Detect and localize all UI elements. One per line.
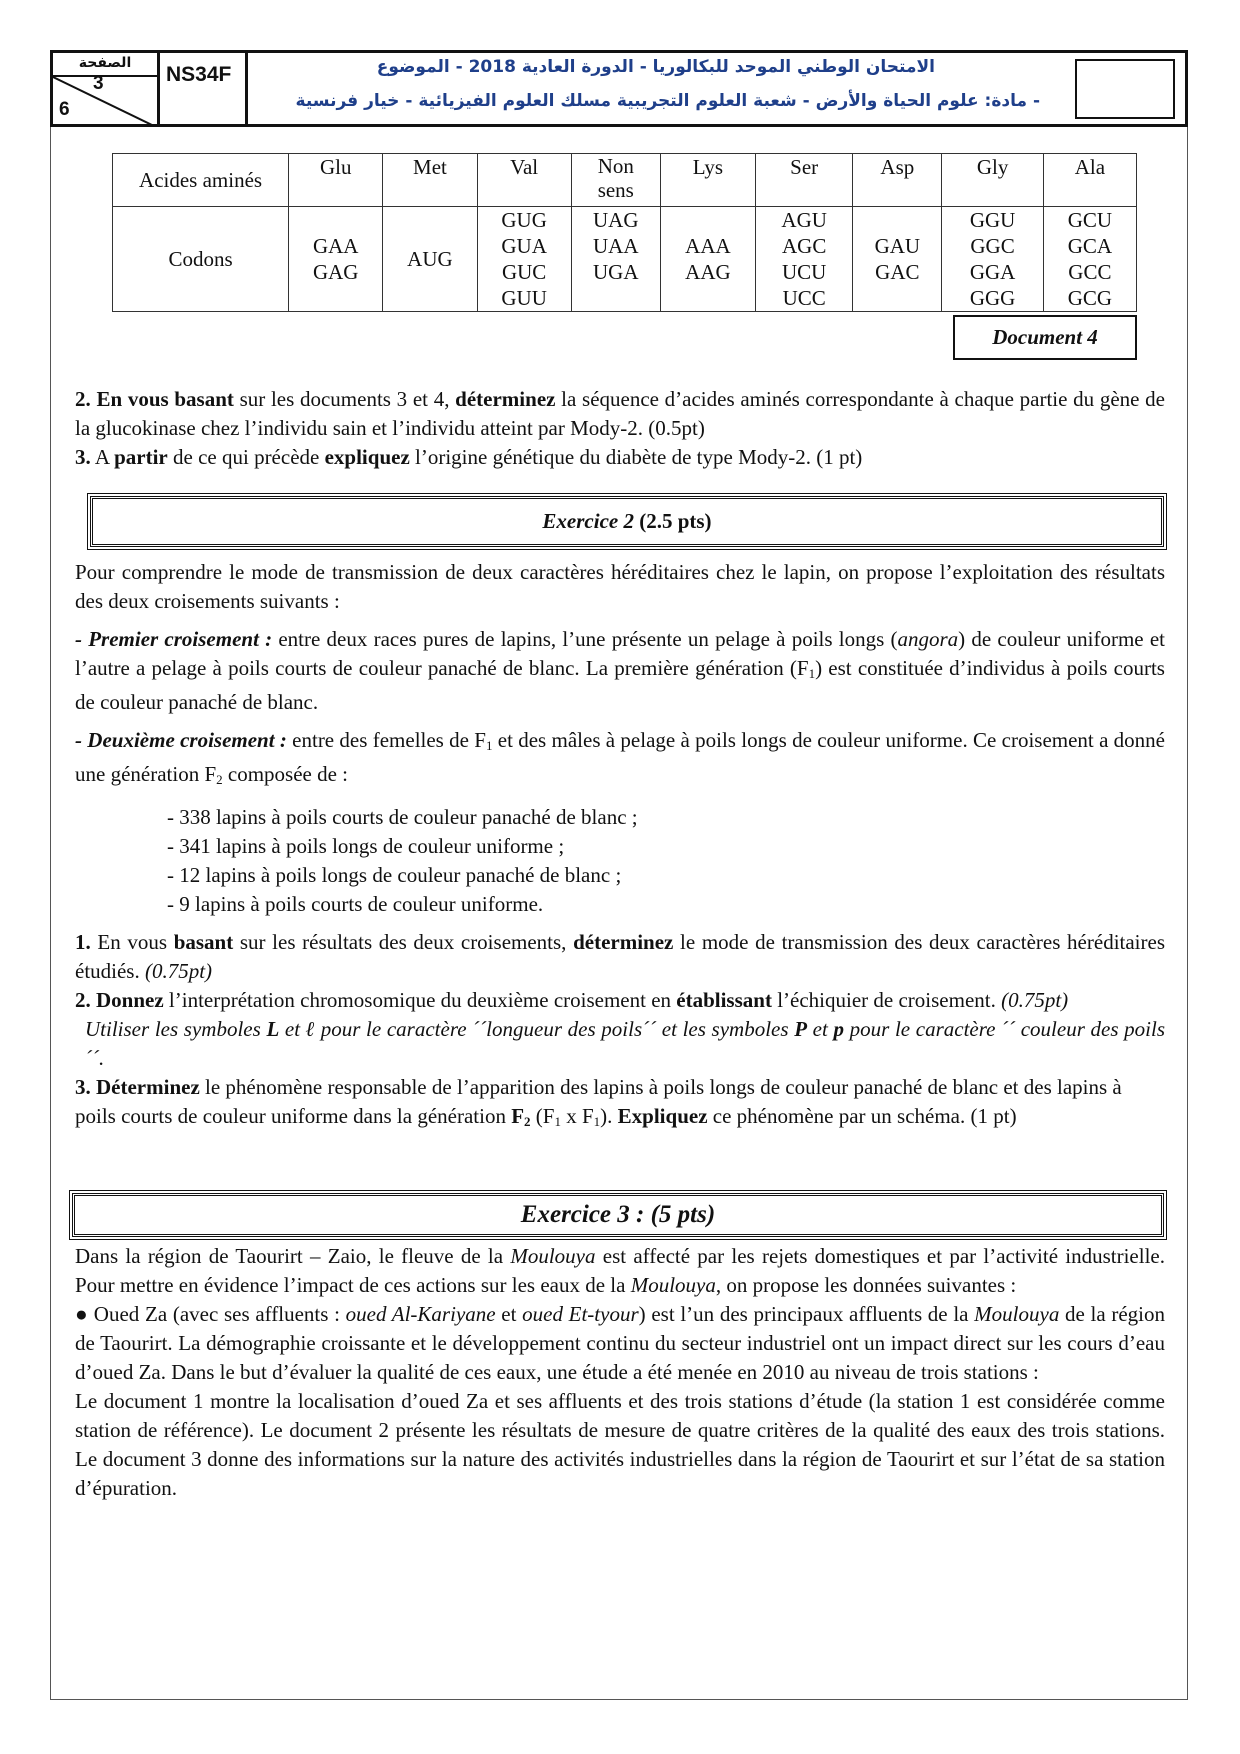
result-item: - 12 lapins à poils longs de couleur panaché de blanc ; [167, 863, 622, 887]
exercise1-questions [75, 385, 1165, 472]
codon: AUG [407, 247, 453, 271]
ex3-para-3: Le document 1 montre la localisation d’oued Za et ses affluents et des trois stations d’étude (la station 1 est considérée comme station de référence). Le document 2 présente les résultats de mesure de quatre critères de la qualité des eaux des trois stations. Le document 3 donne des informations sur la nature des activités industrielles dans la région de Taourirt et sur l’état de sa station d’épuration. [75, 1389, 1165, 1500]
codon: AGU [781, 208, 827, 232]
codon: GCU [1067, 208, 1113, 232]
codon: GAC [875, 260, 920, 284]
question-3: 3. A partir de ce qui précède expliquez l’origine génétique du diabète de type Mody-2. (1 pt) [75, 445, 863, 469]
ex2-question-3: 3. Déterminez le phénomène responsable de l’apparition des lapins à poils longs de couleur panaché de blanc et des lapins à poils courts de couleur uniforme dans la génération $F_2$ ($F_1$ x $F_1$). Expliquez ce phénomène par un schéma. (1 pt) [75, 1075, 1122, 1129]
amino-acid-header: Asp [853, 154, 942, 207]
exercise-2-title: Exercice 2 (2.5 pts) [90, 496, 1164, 547]
second-cross: - Deuxième croisement : entre des femelles de $F_1$ et des mâles à pelage à poils longs de couleur uniforme. Ce croisement a donné une génération $F_2$ composée de : [75, 728, 1166, 787]
codon: GGC [970, 234, 1015, 258]
row-label-codons: Codons [113, 207, 289, 312]
first-cross: - Premier croisement : entre deux races pures de lapins, l’une présente un pelage à poils longs (angora) de couleur uniforme et l’autre a pelage à poils courts de couleur panaché de blanc. La première génération $(F_1)$ est constituée d’individus à poils courts de couleur panaché de blanc. [75, 627, 1165, 714]
amino-acid-header: Gly [942, 154, 1043, 207]
codon: GCC [1068, 260, 1112, 284]
result-item: - 9 lapins à poils courts de couleur uniforme. [167, 892, 544, 916]
codon-cell [942, 207, 1043, 312]
document-caption: Document 4 [953, 315, 1137, 360]
codon-cell [853, 207, 942, 312]
ex2-hint: Utiliser les symboles L et ℓ pour le caractère ´´longueur des poils´´ et les symboles P et p pour le caractère ´´ couleur des poils ´´. [85, 1017, 1166, 1070]
ex3-para-2: ● Oued Za (avec ses affluents : oued Al-Kariyane et oued Et-tyour) est l’un des principaux affluents de la Moulouya de la région de Taourirt. La démographie croissante et le développement continu du secteur industriel ont un impact direct sur les cours d’eau d’oued Za. Dans le but d’évaluer la qualité de ces eaux, une étude a été menée en 2010 au niveau de trois stations : [75, 1302, 1166, 1384]
exercise2-body [75, 558, 1165, 1136]
codon: AAG [685, 260, 731, 284]
codon-cell [660, 207, 755, 312]
codon-table [112, 153, 1137, 312]
codon: UAG [593, 208, 639, 232]
codon-cell [1043, 207, 1136, 312]
codon: GCA [1067, 234, 1113, 258]
amino-acid-header: Met [383, 154, 477, 207]
codon: UCU [781, 260, 827, 284]
amino-acid-header: Val [477, 154, 571, 207]
codon: GAG [312, 260, 359, 284]
codon: UCC [782, 286, 826, 310]
codon: AGC [781, 234, 827, 258]
amino-acid-header: Non sens [571, 154, 660, 207]
exercise-3-title: Exercice 3 : (5 pts) [72, 1193, 1164, 1237]
codon: GCG [1067, 286, 1113, 310]
result-item: - 341 lapins à poils longs de couleur uniforme ; [167, 834, 565, 858]
amino-acid-header: Ser [756, 154, 853, 207]
codon: GGA [969, 260, 1016, 284]
codon: GUC [501, 260, 547, 284]
codon: GGU [969, 208, 1016, 232]
codon: GAU [874, 234, 921, 258]
question-2: 2. En vous basant sur les documents 3 et 4, déterminez la séquence d’acides aminés correspondante à chaque partie du gène de la glucokinase chez l’individu sain et l’individu atteint par Mody-2. (0.5pt) [75, 387, 1166, 440]
amino-acid-header: Lys [660, 154, 755, 207]
result-item: - 338 lapins à poils courts de couleur panaché de blanc ; [167, 805, 638, 829]
page-total: 6 [59, 99, 70, 120]
header-empty-box [1075, 59, 1175, 119]
codon: UAA [593, 234, 639, 258]
codon: GUG [501, 208, 547, 232]
amino-acid-header: Glu [289, 154, 383, 207]
page-current: 3 [93, 73, 104, 94]
header-title-1: الامتحان الوطني الموحد للبكالوريا - الدورة العادية 2018 - الموضوع [376, 57, 935, 77]
codon-cell [289, 207, 383, 312]
codon: GGG [969, 286, 1016, 310]
f2-results-list [75, 803, 1165, 919]
header-title-2: - مادة: علوم الحياة والأرض - شعبة العلوم التجريبية مسلك العلوم الفيزيائية - خيار فرنسية [295, 91, 1040, 111]
row-label-amino-acids: Acides aminés [113, 154, 289, 207]
exam-header [50, 50, 1188, 127]
page-number-box [53, 53, 160, 124]
page-label: الصفحة [53, 53, 157, 77]
ex3-para-1: Dans la région de Taourirt – Zaio, le fleuve de la Moulouya est affecté par les rejets domestiques et par l’activité industrielle. Pour mettre en évidence l’impact de ces actions sur les eaux de la Moulouya, on propose les données suivantes : [75, 1244, 1165, 1297]
exercise3-body [75, 1242, 1165, 1503]
codon: UGA [593, 260, 639, 284]
amino-acid-header: Ala [1043, 154, 1136, 207]
codon-cell [756, 207, 853, 312]
codon-cell [477, 207, 571, 312]
exam-code: NS34F [160, 53, 248, 124]
ex2-question-2: 2. Donnez l’interprétation chromosomique du deuxième croisement en établissant l’échiquier de croisement. (0.75pt) [75, 988, 1069, 1012]
codon-cell [383, 207, 477, 312]
ex2-intro: Pour comprendre le mode de transmission de deux caractères héréditaires chez le lapin, on propose l’exploitation des résultats des deux croisements suivants : [75, 560, 1165, 613]
codon-cell [571, 207, 660, 312]
codon: GUU [501, 286, 547, 310]
codon: GAA [312, 234, 359, 258]
codon: GUA [501, 234, 547, 258]
codon: AAA [685, 234, 731, 258]
ex2-question-1: 1. En vous basant sur les résultats des deux croisements, déterminez le mode de transmission des deux caractères héréditaires étudiés. (0.75pt) [75, 930, 1166, 983]
